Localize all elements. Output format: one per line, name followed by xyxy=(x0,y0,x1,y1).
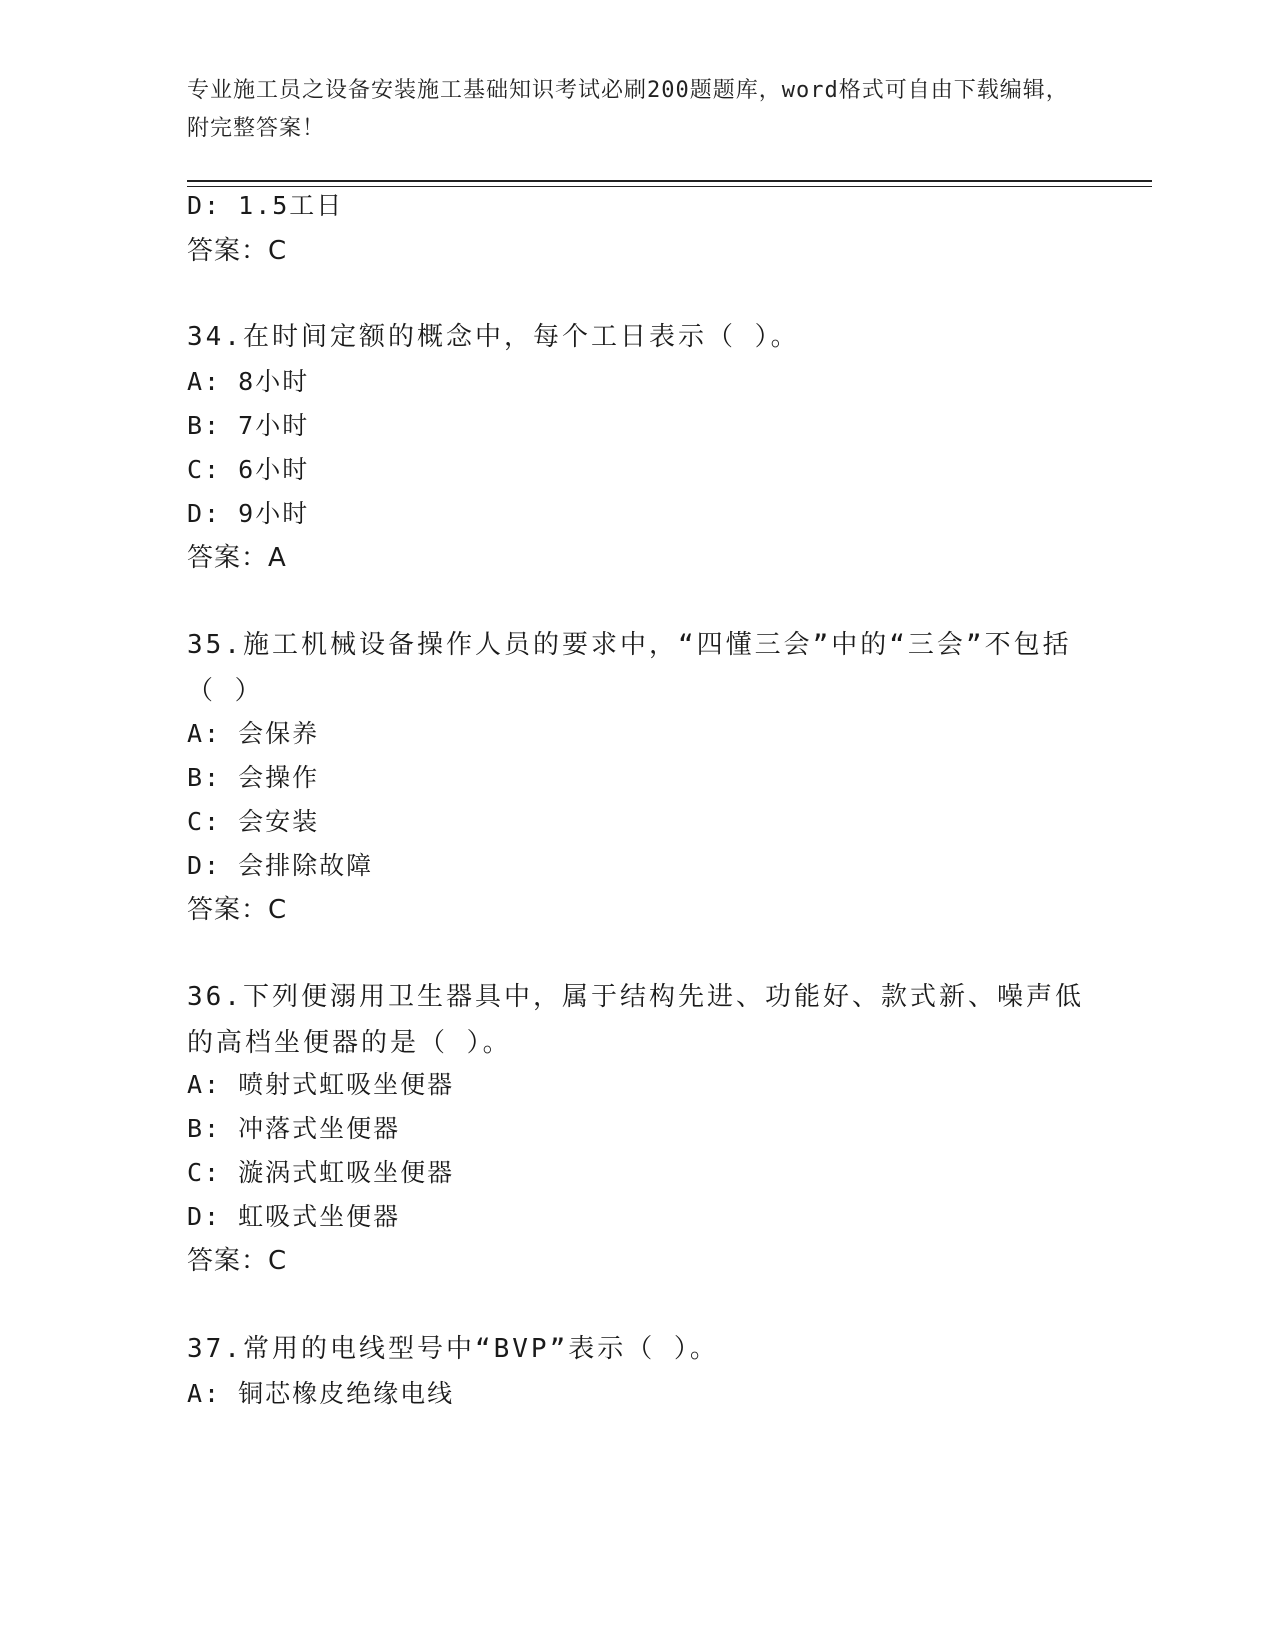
q34-stem: 34.在时间定额的概念中，每个工日表示（ ）。 xyxy=(187,322,800,352)
q35-stem: 35.施工机械设备操作人员的要求中，“四懂三会”中的“三会”不包括（ ） xyxy=(187,630,1072,706)
q35-option-d: D: 会排除故障 xyxy=(187,851,374,880)
q37-stem: 37.常用的电线型号中“BVP”表示（ ）。 xyxy=(187,1334,719,1364)
q36-option-c: C: 漩涡式虹吸坐便器 xyxy=(187,1158,455,1187)
q35-option-c: C: 会安装 xyxy=(187,807,320,836)
q36-option-b: B: 冲落式坐便器 xyxy=(187,1114,401,1143)
q37-option-a: A: 铜芯橡皮绝缘电线 xyxy=(187,1379,455,1408)
q36-option-a: A: 喷射式虹吸坐便器 xyxy=(187,1070,455,1099)
q36-stem: 36.下列便溺用卫生器具中，属于结构先进、功能好、款式新、噪声低的高档坐便器的是（ ）。 xyxy=(187,982,1084,1058)
q34-option-d: D: 9小时 xyxy=(187,499,310,528)
q34-option-c: C: 6小时 xyxy=(187,455,310,484)
q35-answer: 答案：C xyxy=(187,895,288,925)
header-divider-thick xyxy=(187,180,1152,182)
q34-option-a: A: 8小时 xyxy=(187,367,310,396)
q34-answer: 答案：A xyxy=(187,543,287,573)
q35-option-a: A: 会保养 xyxy=(187,719,320,748)
prev-answer: 答案：C xyxy=(187,236,288,266)
q35-option-b: B: 会操作 xyxy=(187,763,320,792)
q34-option-b: B: 7小时 xyxy=(187,411,310,440)
q36-option-d: D: 虹吸式坐便器 xyxy=(187,1202,401,1231)
q36-answer: 答案：C xyxy=(187,1246,288,1276)
document-header: 专业施工员之设备安装施工基础知识考试必刷200题题库，word格式可自由下载编辑，附完整答案！ xyxy=(187,78,1069,141)
prev-option-d: D: 1.5工日 xyxy=(187,191,344,220)
